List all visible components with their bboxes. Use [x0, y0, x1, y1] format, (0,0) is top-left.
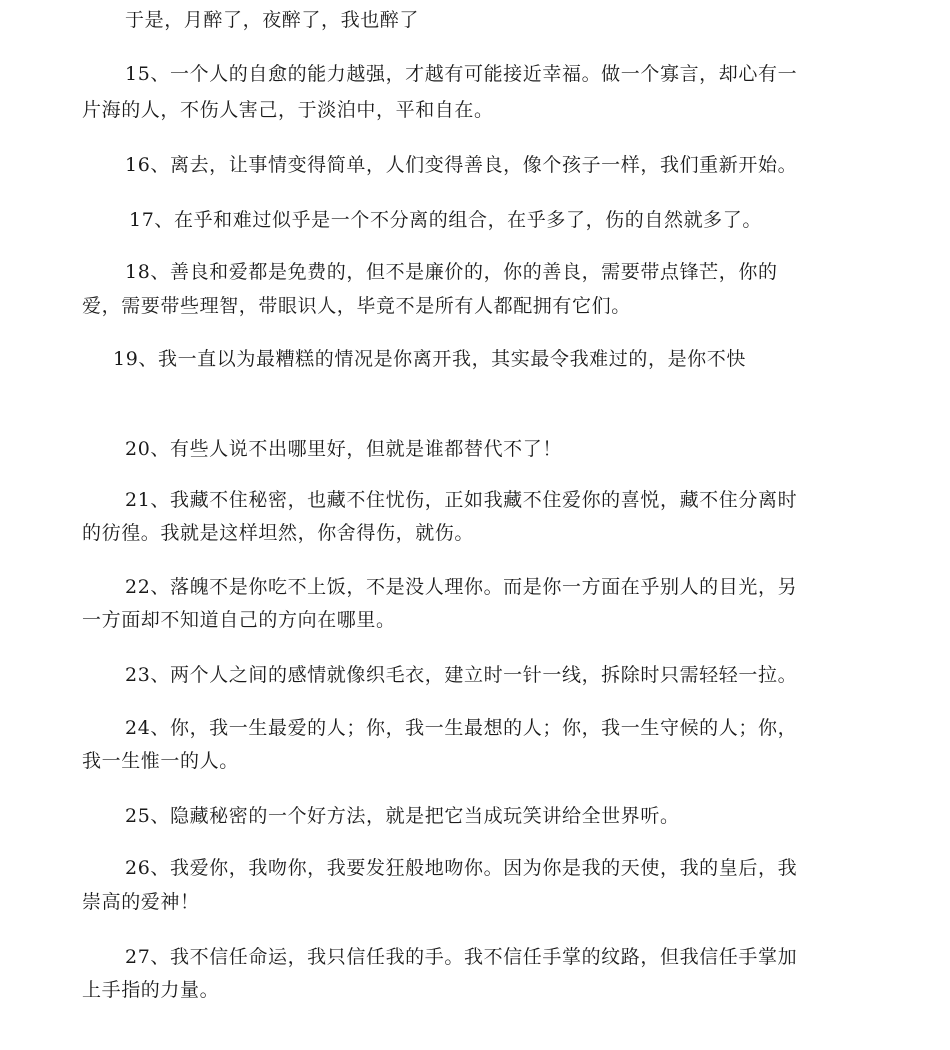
- paragraph-line: 25、隐藏秘密的一个好方法，就是把它当成玩笑讲给全世界听。: [125, 805, 680, 827]
- paragraph-line: 一方面却不知道自己的方向在哪里。: [82, 609, 396, 631]
- paragraph-line: 爱，需要带些理智，带眼识人，毕竟不是所有人都配拥有它们。: [82, 295, 631, 317]
- paragraph-line: 于是，月醉了，夜醉了，我也醉了: [125, 9, 420, 31]
- paragraph-line: 15、一个人的自愈的能力越强，才越有可能接近幸福。做一个寡言，却心有一: [125, 63, 798, 85]
- paragraph-line: 26、我爱你，我吻你，我要发狂般地吻你。因为你是我的天使，我的皇后，我: [125, 857, 798, 879]
- paragraph-line: 18、善良和爱都是免费的，但不是廉价的，你的善良，需要带点锋芒，你的: [125, 261, 778, 283]
- paragraph-line: 21、我藏不住秘密，也藏不住忧伤，正如我藏不住爱你的喜悦，藏不住分离时: [125, 489, 798, 511]
- paragraph-line: 片海的人，不伤人害己，于淡泊中，平和自在。: [82, 99, 494, 121]
- paragraph-line: 19、我一直以为最糟糕的情况是你离开我，其实最令我难过的，是你不快: [113, 348, 746, 370]
- paragraph-line: 的彷徨。我就是这样坦然，你舍得伤，就伤。: [82, 522, 475, 544]
- paragraph-line: 16、离去，让事情变得简单，人们变得善良，像个孩子一样，我们重新开始。: [125, 154, 798, 176]
- paragraph-line: 23、两个人之间的感情就像织毛衣，建立时一针一线，拆除时只需轻轻一拉。: [125, 664, 798, 686]
- paragraph-line: 我一生惟一的人。: [82, 750, 239, 772]
- paragraph-line: 27、我不信任命运，我只信任我的手。我不信任手掌的纹路，但我信任手掌加: [125, 946, 798, 968]
- paragraph-line: 崇高的爱神！: [82, 891, 200, 913]
- paragraph-line: 上手指的力量。: [82, 979, 220, 1001]
- paragraph-line: 20、有些人说不出哪里好，但就是谁都替代不了！: [125, 438, 562, 460]
- paragraph-line: 22、落魄不是你吃不上饭，不是没人理你。而是你一方面在乎别人的目光，另: [125, 576, 798, 598]
- paragraph-line: 24、你，我一生最爱的人；你，我一生最想的人；你，我一生守候的人；你，: [125, 717, 798, 739]
- paragraph-line: 17、在乎和难过似乎是一个不分离的组合，在乎多了，伤的自然就多了。: [129, 209, 762, 231]
